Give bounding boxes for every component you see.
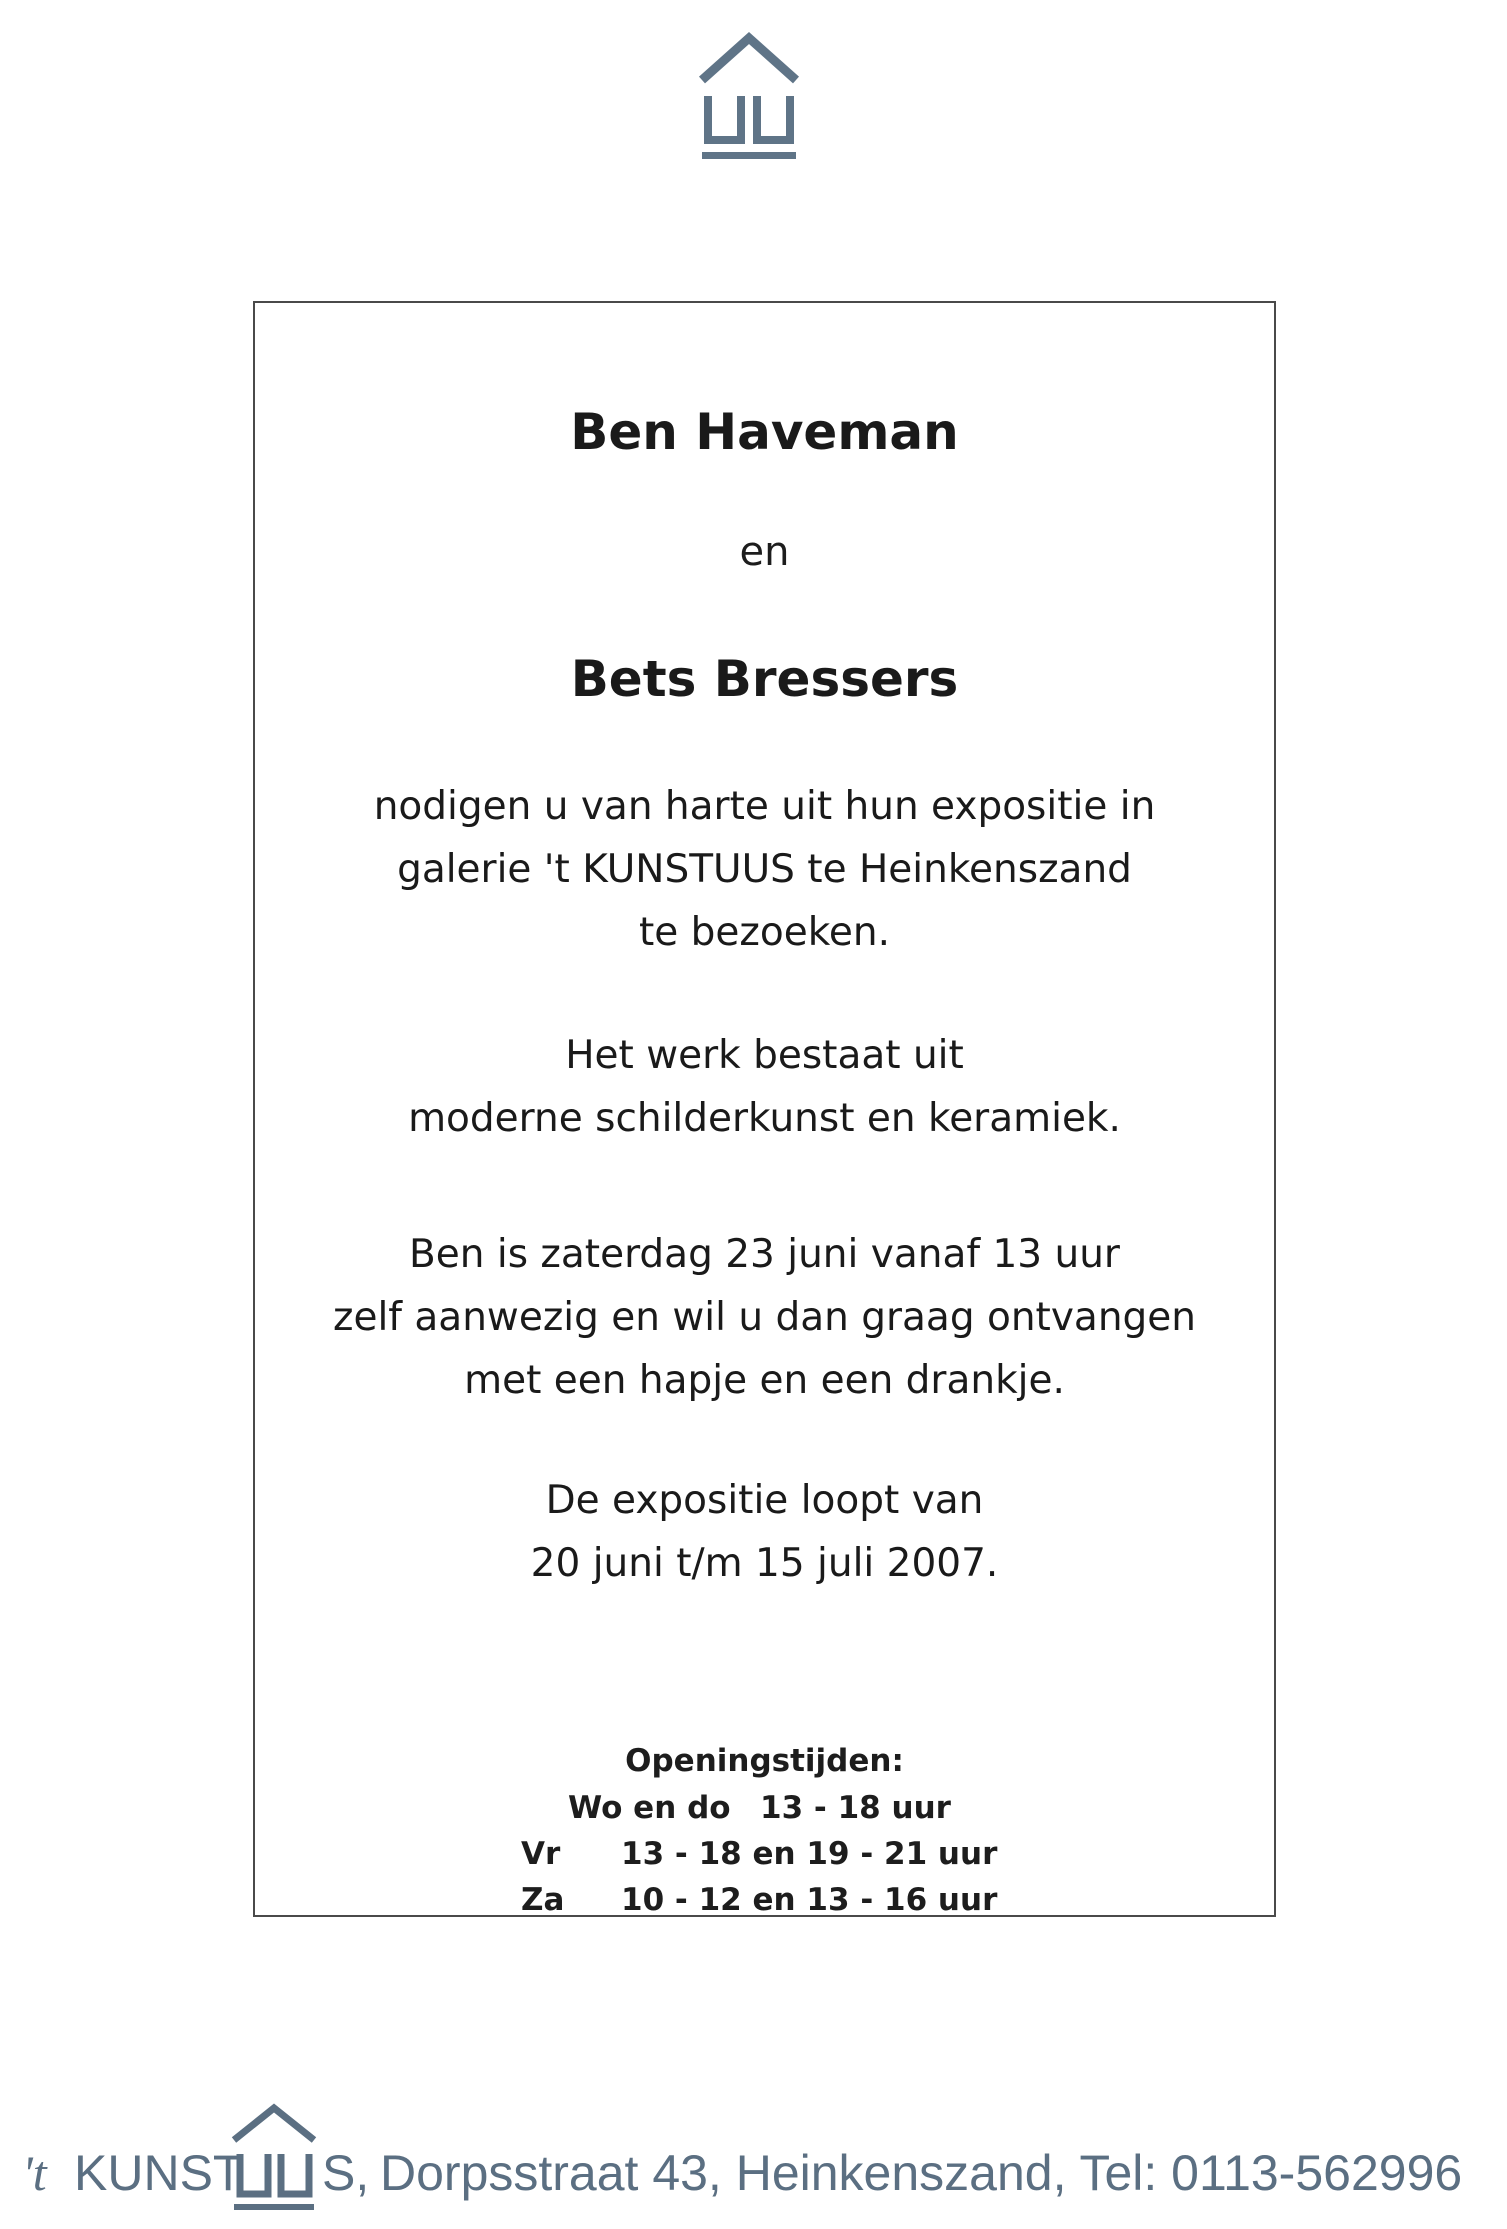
footer-address-line (22, 2100, 1492, 2210)
presence-line: zelf aanwezig en wil u dan graag ontvangen (332, 1295, 1197, 1340)
presence-line: met een hapje en een drankje. (464, 1358, 1065, 1403)
hours-times: 10 - 12 en 13 - 16 uur (621, 1882, 998, 1918)
footer-address: Dorpsstraat 43, Heinkenszand, Tel: 0113-562996 (380, 2145, 1463, 2201)
kunstuus-logo-icon (228, 2100, 320, 2215)
presence-line: Ben is zaterdag 23 juni vanaf 13 uur (409, 1232, 1120, 1277)
hours-times: 13 - 18 uur (760, 1790, 951, 1826)
work-line: Het werk bestaat uit (565, 1033, 964, 1078)
invitation-card (253, 301, 1276, 1917)
hours-times: 13 - 18 en 19 - 21 uur (621, 1836, 998, 1872)
connector-text: en (739, 529, 790, 575)
period-paragraph (255, 1469, 1274, 1595)
invite-line: te bezoeken. (638, 910, 891, 955)
artist-name-1: Ben Haveman (570, 403, 959, 461)
work-paragraph (255, 1024, 1274, 1150)
work-line: moderne schilderkunst en keramiek. (408, 1096, 1121, 1141)
presence-paragraph (255, 1223, 1274, 1412)
period-line: De expositie loopt van (545, 1478, 984, 1523)
period-line: 20 juni t/m 15 juli 2007. (530, 1541, 999, 1586)
hours-day: Wo en do (568, 1790, 731, 1826)
artist-name-2: Bets Bressers (570, 650, 959, 708)
hours-day: Vr (521, 1836, 561, 1872)
kunstuus-logo-icon (694, 28, 804, 166)
hours-day: Za (521, 1882, 565, 1918)
opening-hours-heading: Openingstijden: (625, 1743, 904, 1779)
footer-name-start: KUNST (74, 2145, 244, 2201)
invite-line: nodigen u van harte uit hun expositie in (373, 784, 1156, 829)
invite-paragraph (255, 775, 1274, 964)
footer-prefix: 't (22, 2145, 47, 2201)
invite-line: galerie 't KUNSTUUS te Heinkenszand (397, 847, 1132, 892)
footer-name-end: S, (322, 2145, 370, 2201)
